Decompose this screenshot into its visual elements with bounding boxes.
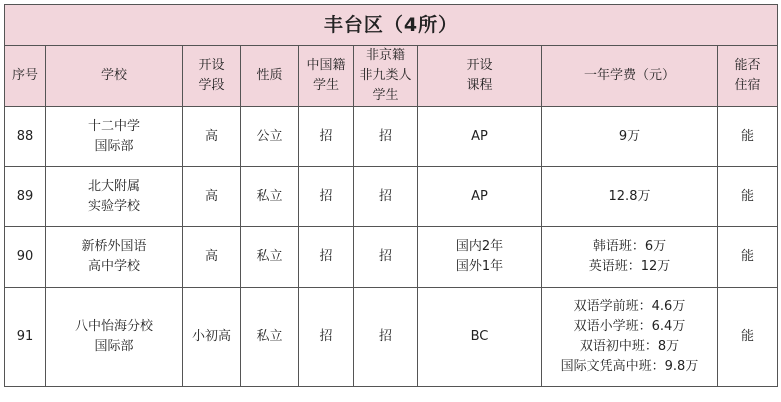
header-fee: 一年学费（元） (542, 46, 718, 107)
cell-fee-line: 双语学前班：4.6万 (573, 299, 686, 314)
cell-fee-line: 12.8万 (608, 188, 651, 204)
header-nonlocal-line: 非京籍 (365, 48, 405, 63)
cell-fee (542, 288, 718, 387)
cell-courses (418, 288, 542, 387)
cell-board: 能 (718, 107, 778, 167)
header-nonlocal-line: 学生 (372, 88, 399, 103)
cell-nonlocal: 招 (354, 167, 418, 227)
cell-nature: 公立 (241, 107, 299, 167)
cell-courses (418, 107, 542, 167)
cell-fee-line: 9万 (618, 128, 641, 144)
title-row (5, 5, 778, 46)
cell-nonlocal: 招 (354, 107, 418, 167)
cell-school (46, 107, 183, 167)
header-board (718, 46, 778, 107)
cell-nature: 私立 (241, 288, 299, 387)
header-grades-line: 开设 (198, 58, 225, 73)
cell-courses-line: AP (471, 188, 488, 204)
table-row (5, 167, 778, 227)
cell-nonlocal: 招 (354, 227, 418, 288)
cell-courses-line: AP (471, 128, 488, 144)
cell-grades: 小初高 (183, 288, 241, 387)
cell-nature: 私立 (241, 227, 299, 288)
cell-school (46, 227, 183, 288)
cell-fee-line: 双语初中班：8万 (579, 339, 680, 354)
header-courses-line: 开设 (466, 58, 493, 73)
header-index: 序号 (5, 46, 46, 107)
cell-fee-line: 英语班：12万 (588, 259, 671, 274)
header-nonlocal (354, 46, 418, 107)
cell-chinese: 招 (299, 167, 354, 227)
cell-grades: 高 (183, 167, 241, 227)
cell-grades: 高 (183, 227, 241, 288)
table-row (5, 288, 778, 387)
table-title: 丰台区（4所） (5, 5, 778, 46)
cell-chinese: 招 (299, 227, 354, 288)
school-table-wrapper (4, 4, 778, 387)
cell-fee (542, 107, 718, 167)
cell-chinese: 招 (299, 288, 354, 387)
header-chinese-line: 学生 (312, 78, 339, 93)
cell-school-line: 八中怡海分校 (74, 319, 153, 334)
cell-nature: 私立 (241, 167, 299, 227)
cell-courses-line: 国外1年 (455, 259, 504, 274)
header-grades-line: 学段 (198, 78, 225, 93)
cell-board: 能 (718, 288, 778, 387)
header-grades (183, 46, 241, 107)
cell-school-line: 北大附属 (87, 178, 140, 194)
table-row (5, 107, 778, 167)
cell-school-line: 国际部 (94, 339, 134, 354)
header-school: 学校 (46, 46, 183, 107)
header-chinese-line: 中国籍 (306, 58, 346, 73)
school-table (4, 4, 778, 387)
header-courses (418, 46, 542, 107)
cell-school-line: 国际部 (94, 138, 134, 154)
header-courses-line: 课程 (466, 78, 493, 93)
header-nonlocal-line: 非九类人 (359, 68, 412, 83)
cell-fee-line: 韩语班：6万 (592, 239, 667, 254)
cell-index: 90 (5, 227, 46, 288)
cell-fee (542, 227, 718, 288)
cell-index: 88 (5, 107, 46, 167)
header-board-line: 能否 (734, 58, 761, 73)
cell-index: 89 (5, 167, 46, 227)
cell-board: 能 (718, 167, 778, 227)
header-chinese (299, 46, 354, 107)
header-board-line: 住宿 (734, 78, 761, 93)
cell-school (46, 167, 183, 227)
cell-grades: 高 (183, 107, 241, 167)
header-nature: 性质 (241, 46, 299, 107)
cell-board: 能 (718, 227, 778, 288)
cell-nonlocal: 招 (354, 288, 418, 387)
cell-courses (418, 227, 542, 288)
header-row (5, 46, 778, 107)
cell-school-line: 新桥外国语 (81, 239, 147, 254)
cell-courses (418, 167, 542, 227)
cell-chinese: 招 (299, 107, 354, 167)
cell-fee (542, 167, 718, 227)
cell-courses-line: 国内2年 (455, 239, 504, 254)
cell-courses-line: BC (470, 329, 489, 344)
cell-index: 91 (5, 288, 46, 387)
cell-fee-line: 国际文凭高中班：9.8万 (560, 359, 699, 374)
cell-fee-line: 双语小学班：6.4万 (573, 319, 686, 334)
cell-school (46, 288, 183, 387)
cell-school-line: 实验学校 (87, 198, 140, 214)
cell-school-line: 高中学校 (87, 259, 140, 274)
cell-school-line: 十二中学 (87, 118, 140, 134)
table-row (5, 227, 778, 288)
